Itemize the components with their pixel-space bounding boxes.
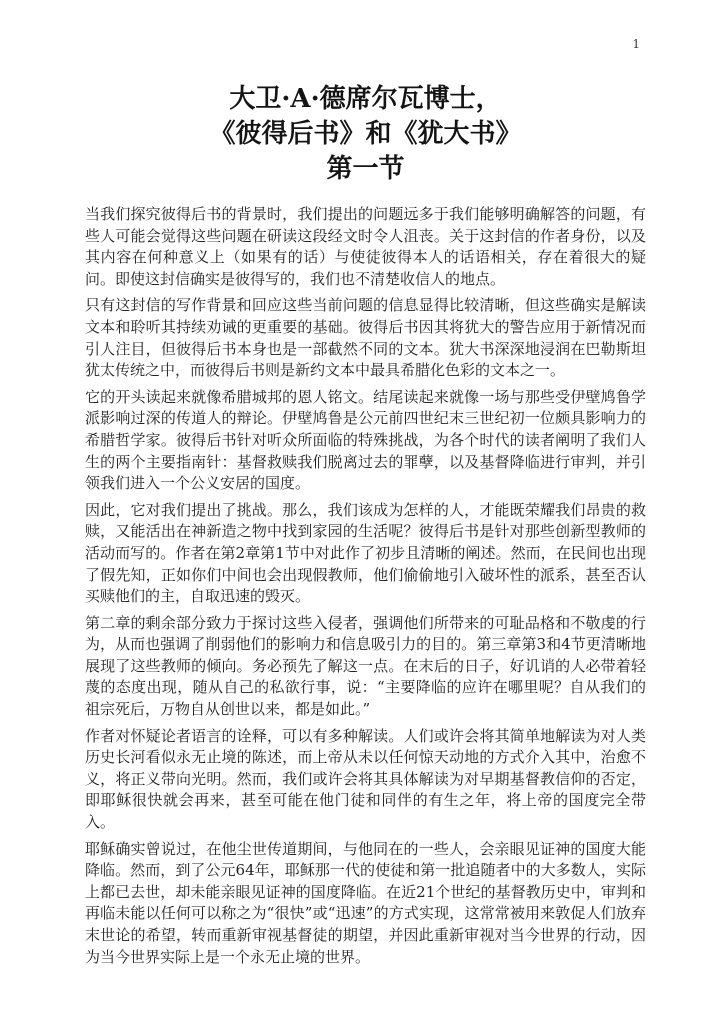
paragraph-2: 只有这封信的写作背景和回应这些当前问题的信息显得比较清晰，但这些确实是解读文本和聆听其持续劝诫的更重要的基础。彼得后书因其将犹大的警告应用于新情况而引人注目，但彼得后书本身也是一部截然不同的文本。犹大书深深地浸润在巴勒斯坦犹太传统之中，而彼得后书则是新约文本中最具希腊化色彩的文本之一。 [85,296,646,380]
title-line-3: 第一节 [326,154,405,184]
paragraph-7: 耶稣确实曾说过，在他尘世传道期间，与他同在的一些人，会亲眼见证神的国度大能降临。然而，到了公元64年，耶稣那一代的使徒和第一批追随者中的大多数人，实际上都已去世，却未能亲眼见证神的国度降临。在近21个世纪的基督教历史中，审判和再临未能以任何可以称之为“很快”或“迅速”的方式实现，这常常被用来敦促人们放弃末世论的希望，转而重新审视基督徒的期望，并因此重新审视对当今世界的行动，因为当今世界实际上是一个永无止境的世界。 [85,839,646,966]
paragraph-3: 它的开头读起来就像希腊城邦的恩人铭文。结尾读起来就像一场与那些受伊壁鸠鲁学派影响过深的传道人的辩论。伊壁鸠鲁是公元前四世纪末三世纪初一位颇具影响力的希腊哲学家。彼得后书针对听众所面临的特殊挑战，为各个时代的读者阐明了我们人生的两个主要指南针：基督救赎我们脱离过去的罪孽，以及基督降临进行审判，并引领我们进入一个公义安居的国度。 [85,387,646,493]
paragraph-4: 因此，它对我们提出了挑战。那么，我们该成为怎样的人，才能既荣耀我们昂贵的救赎，又能活出在神新造之物中找到家园的生活呢？彼得后书是针对那些创新型教师的活动而写的。作者在第2章第1节中对此作了初步且清晰的阐述。然而，在民间也出现了假先知，正如你们中间也会出现假教师，他们偷偷地引入破坏性的派系，甚至否认买赎他们的主，自取迅速的毁灭。 [85,500,646,606]
paragraph-5: 第二章的剩余部分致力于探讨这些入侵者，强调他们所带来的可耻品格和不敬虔的行为，从而也强调了削弱他们的影响力和信息吸引力的目的。第三章第3和4节更清晰地展现了这些教师的倾向。务必预先了解这一点。在末后的日子，好讥诮的人必带着轻蔑的态度出现，随从自己的私欲行事，说：“主要降临的应许在哪里呢？自从我们的祖宗死后，万物自从创世以来，都是如此。” [85,613,646,719]
document-body [85,82,646,973]
title-line-1: 大卫·A·德席尔瓦博士， [229,84,502,114]
paragraph-6: 作者对怀疑论者语言的诠释，可以有多种解读。人们或许会将其简单地解读为对人类历史长河看似永无止境的陈述，而上帝从未以任何惊天动地的方式介入其中，治愈不义，将正义带向光明。然而，我们或许会将其具体解读为对早期基督教信仰的否定，即耶稣很快就会再来，甚至可能在他门徒和同伴的有生之年，将上帝的国度完全带入。 [85,726,646,832]
page-number: 1 [632,37,640,51]
document-title [85,82,646,187]
paragraph-1: 当我们探究彼得后书的背景时，我们提出的问题远多于我们能够明确解答的问题，有些人可能会觉得这些问题在研读这段经文时令人沮丧。关于这封信的作者身份，以及其内容在何种意义上（如果有的话）与使徒彼得本人的话语相关，存在着很大的疑问。即使这封信确实是彼得写的，我们也不清楚收信人的地点。 [85,205,646,288]
title-line-2: 《彼得后书》和《犹大书》 [209,119,522,149]
